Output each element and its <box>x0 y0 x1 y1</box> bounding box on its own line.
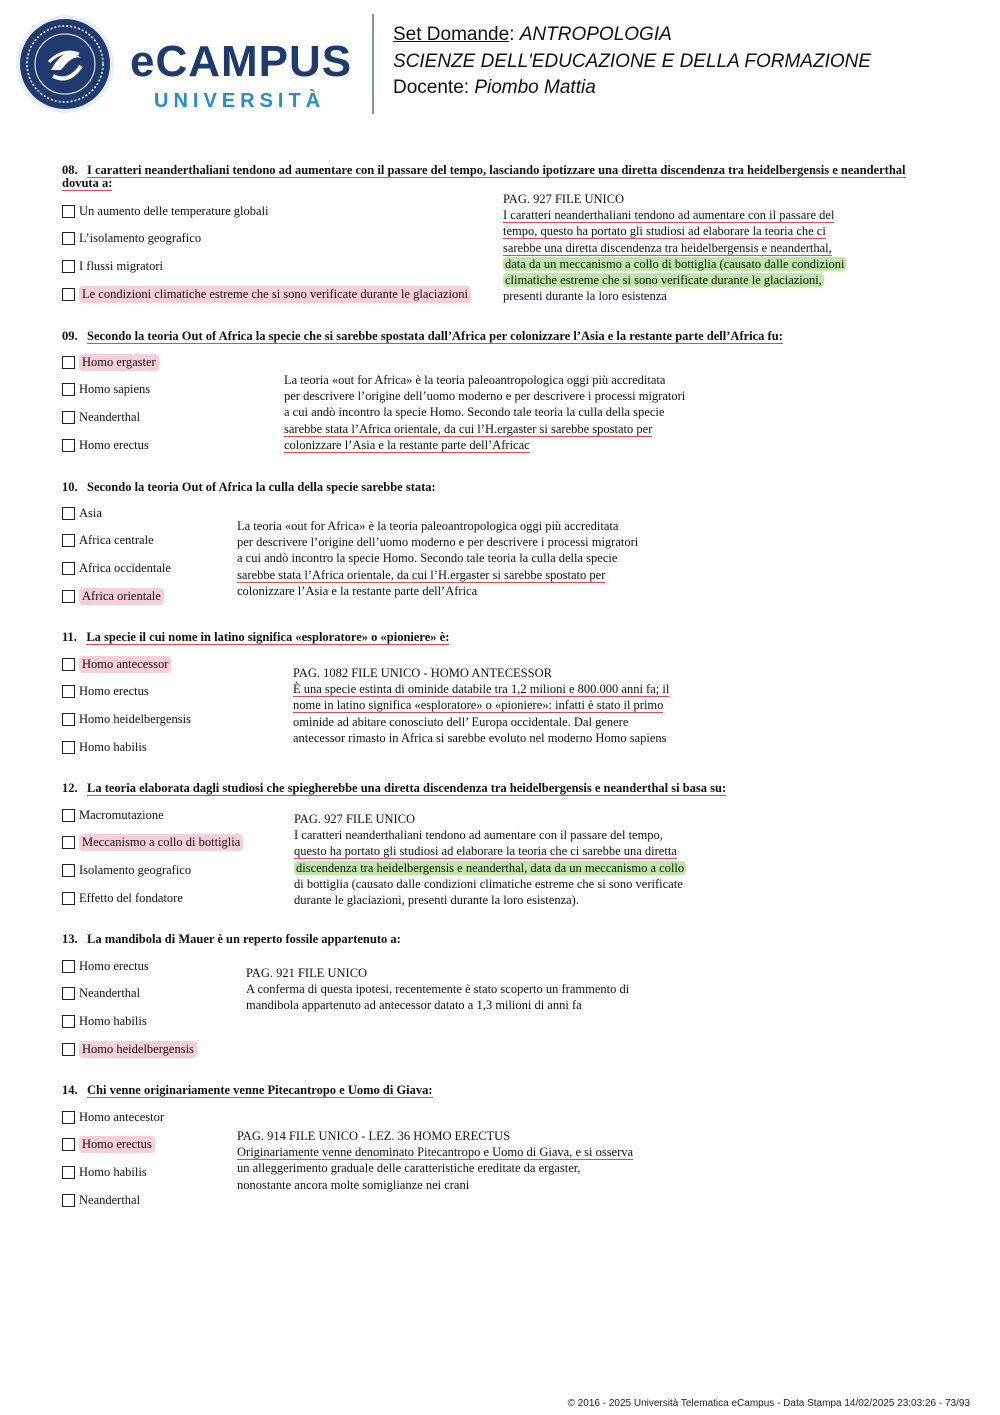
checkbox[interactable] <box>62 892 75 905</box>
option-label: L’isolamento geografico <box>79 230 202 245</box>
header-info <box>393 22 871 102</box>
option-label: Isolamento geografico <box>79 862 192 877</box>
note-line: a cui andò incontro la specie Homo. Secondo tale teoria la culla della specie <box>284 405 665 420</box>
question-12 <box>62 781 942 908</box>
answer-option[interactable] <box>62 738 147 756</box>
option-label: Homo antecessor <box>79 656 171 673</box>
note-line: di bottiglia (causato dalle condizioni climatiche estreme che si sono verificate <box>294 876 683 891</box>
answer-note <box>294 811 686 908</box>
checkbox[interactable] <box>62 836 75 849</box>
checkbox[interactable] <box>62 1111 75 1124</box>
note-line: PAG. 927 FILE UNICO <box>294 812 416 826</box>
note-line: nonostante ancora molte somiglianze nei crani <box>237 1177 470 1192</box>
note-line: a cui andò incontro la specie Homo. Secondo tale teoria la culla della specie <box>237 551 618 566</box>
question-title <box>62 481 942 494</box>
checkbox[interactable] <box>62 205 75 218</box>
note-line: I caratteri neanderthaliani tendono ad aumentare con il passare del tempo, <box>294 828 663 843</box>
checkbox[interactable] <box>62 232 75 245</box>
answer-option[interactable] <box>62 957 149 975</box>
answer-option[interactable] <box>62 861 191 879</box>
question-number: 12. <box>62 781 78 795</box>
note-line: discendenza tra heidelbergensis e neanderthal, data da un meccanismo a collo <box>296 860 685 875</box>
checkbox[interactable] <box>62 1166 75 1179</box>
checkbox[interactable] <box>62 809 75 822</box>
note-line: climatiche estreme che si sono verificate durante le glaciazioni, <box>505 273 822 288</box>
course-line <box>393 49 871 76</box>
docente-name: Piombo Mattia <box>474 77 596 98</box>
answer-note <box>246 965 629 1014</box>
note-line: Originariamente venne denominato Pitecantropo e Uomo di Giava, e si osserva <box>237 1145 634 1160</box>
note-line: ominide ad abitare conosciuto dell’ Europa occidentale. Dal genere <box>293 714 629 729</box>
option-label: Homo sapiens <box>79 381 151 396</box>
answer-option[interactable] <box>62 257 163 275</box>
note-line: PAG. 914 FILE UNICO - LEZ. 36 HOMO ERECTUS <box>237 1129 511 1143</box>
question-title <box>62 933 942 946</box>
note-line: data da un meccanismo a collo di bottiglia (causato dalle condizioni <box>505 256 845 271</box>
checkbox[interactable] <box>62 562 75 575</box>
answer-option[interactable] <box>62 436 149 454</box>
option-label: Homo heidelbergensis <box>79 711 191 726</box>
answer-note <box>284 372 685 453</box>
question-number: 13. <box>62 932 78 946</box>
note-line: per descrivere l’origine dell’uomo moderno e per descrivere i processi migratori <box>237 535 639 550</box>
note-line: nome in latino significa «esploratore» o «pioniere»: infatti è stato il primo <box>293 698 664 713</box>
checkbox[interactable] <box>62 590 75 603</box>
checkbox[interactable] <box>62 1043 75 1056</box>
question-text: La mandibola di Mauer è un reperto fossile appartenuto a: <box>87 932 401 946</box>
option-label: Asia <box>79 505 102 520</box>
answer-option[interactable] <box>62 408 140 426</box>
note-line: presenti durante la loro esistenza <box>503 289 667 304</box>
checkbox[interactable] <box>62 507 75 520</box>
question-text: Secondo la teoria Out of Africa la culla della specie sarebbe stata: <box>87 480 436 494</box>
question-text: La teoria elaborata dagli studiosi che spiegherebbe una diretta discendenza tra heidelbergensis e neanderthal si basa su: <box>87 781 727 795</box>
note-line: A conferma di questa ipotesi, recentemente è stato scoperto un frammento di <box>246 982 630 997</box>
question-number: 08. <box>62 163 78 177</box>
checkbox[interactable] <box>62 411 75 424</box>
option-label: Homo erectus <box>79 683 149 698</box>
note-line: La teoria «out for Africa» è la teoria paleoantropologica oggi più accreditata <box>284 373 666 387</box>
note-line: PAG. 1082 FILE UNICO - HOMO ANTECESSOR <box>293 666 552 680</box>
page-footer: © 2016 - 2025 Università Telematica eCampus - Data Stampa 14/02/2025 23:03:26 - 73/93 <box>567 1398 970 1409</box>
option-label: Homo ergaster <box>79 354 159 371</box>
option-label: Le condizioni climatiche estreme che si sono verificate durante le glaciazioni <box>79 286 471 303</box>
answer-option[interactable] <box>62 559 171 577</box>
option-label: Africa occidentale <box>79 560 171 575</box>
answer-note <box>503 191 846 304</box>
checkbox[interactable] <box>62 713 75 726</box>
note-line: un alleggerimento graduale delle caratteristiche ereditate da ergaster, <box>237 1161 581 1176</box>
note-line: mandibola appartenuto ad antecessor datato a 1,3 milioni di anni fa <box>246 998 582 1013</box>
ecampus-logo <box>130 37 353 113</box>
note-line: per descrivere l’origine dell’uomo moderno e per descrivere i processi migratori <box>284 389 686 404</box>
option-label: Neanderthal <box>79 1192 141 1207</box>
question-number: 11. <box>62 630 77 644</box>
question-text: Chi venne originariamente venne Pitecantropo e Uomo di Giava: <box>87 1083 433 1097</box>
answer-note <box>237 1128 633 1193</box>
answer-option[interactable] <box>62 1108 164 1126</box>
docente-label: Docente: <box>393 77 470 98</box>
checkbox[interactable] <box>62 864 75 877</box>
question-title <box>62 631 942 644</box>
checkbox[interactable] <box>62 356 75 369</box>
question-title <box>62 1084 942 1097</box>
option-label: Homo habilis <box>79 1013 147 1028</box>
answer-option[interactable] <box>62 1191 140 1209</box>
note-line: È una specie estinta di ominide databile tra 1,2 milioni e 800.000 anni fa; il <box>293 682 670 697</box>
question-14 <box>62 1083 942 1207</box>
checkbox[interactable] <box>62 288 75 301</box>
checkbox[interactable] <box>62 960 75 973</box>
note-line: antecessor rimasto in Africa si sarebbe evoluto nel moderno Homo sapiens <box>293 730 667 745</box>
checkbox[interactable] <box>62 741 75 754</box>
answer-option[interactable] <box>62 1012 147 1030</box>
question-number: 10. <box>62 480 78 494</box>
set-line: Set Domande: ANTROPOLOGIA <box>393 24 672 45</box>
logo-main-text: eCAMPUS <box>130 37 353 86</box>
answer-option-correct[interactable] <box>62 1135 155 1153</box>
option-label: Meccanismo a collo di bottiglia <box>79 834 243 851</box>
header-divider <box>372 14 374 114</box>
option-label: Effetto del fondatore <box>79 890 183 905</box>
checkbox[interactable] <box>62 1194 75 1207</box>
question-number: 14. <box>62 1083 78 1097</box>
answer-option-correct[interactable] <box>62 587 164 605</box>
note-line: durante le glaciazioni, presenti durante la loro esistenza). <box>294 893 579 908</box>
question-title <box>62 782 942 795</box>
checkbox[interactable] <box>62 685 75 698</box>
answer-option-correct[interactable] <box>62 833 243 851</box>
answer-option[interactable] <box>62 1163 147 1181</box>
checkbox[interactable] <box>62 534 75 547</box>
option-label: Africa centrale <box>79 532 154 547</box>
set-value: ANTROPOLOGIA <box>519 24 672 45</box>
checkbox[interactable] <box>62 987 75 1000</box>
answer-option[interactable] <box>62 984 140 1002</box>
question-08 <box>62 163 942 304</box>
set-label: Set Domande <box>393 24 510 45</box>
note-line: tempo, questo ha portato gli studiosi ad elaborare la teoria che ci <box>503 224 826 239</box>
question-text: I caratteri neanderthaliani tendono ad aumentare con il passare del tempo, lasciando ipotizzare una diretta discendenza tra heidelbergensis e neanderthal dovuta a: <box>62 163 906 190</box>
note-line: questo ha portato gli studiosi ad elaborare la teoria che ci sarebbe una diretta <box>294 844 677 859</box>
logo-sub-text: UNIVERSITÀ <box>154 90 326 112</box>
ecampus-seal-icon <box>15 14 115 114</box>
checkbox[interactable] <box>62 658 75 671</box>
option-label: Un aumento delle temperature globali <box>79 203 269 218</box>
note-line: colonizzare l’Asia e la restante parte dell’Africa <box>237 583 478 598</box>
question-number: 09. <box>62 329 78 343</box>
note-line: colonizzare l’Asia e la restante parte dell’Africac <box>284 437 530 452</box>
note-line: sarebbe una diretta discendenza tra heidelbergensis e neanderthal, <box>503 240 832 255</box>
answer-option-correct[interactable] <box>62 353 159 371</box>
answer-option[interactable] <box>62 504 102 522</box>
note-line: sarebbe stata l’Africa orientale, da cui l’H.ergaster si sarebbe spostato per <box>237 567 606 582</box>
checkbox[interactable] <box>62 1138 75 1151</box>
note-line: PAG. 927 FILE UNICO <box>503 192 625 206</box>
checkbox[interactable] <box>62 383 75 396</box>
option-label: Neanderthal <box>79 409 141 424</box>
option-label: Macromutazione <box>79 807 164 822</box>
note-line: sarebbe stata l’Africa orientale, da cui l’H.ergaster si sarebbe spostato per <box>284 421 653 436</box>
answer-option[interactable] <box>62 682 149 700</box>
option-label: Homo erectus <box>79 1136 155 1153</box>
option-label: Neanderthal <box>79 985 141 1000</box>
question-13 <box>62 932 942 1056</box>
note-line: La teoria «out for Africa» è la teoria paleoantropologica oggi più accreditata <box>237 519 619 533</box>
answer-option[interactable] <box>62 202 269 220</box>
course-name: SCIENZE DELL'EDUCAZIONE E DELLA FORMAZIONE <box>393 50 872 72</box>
option-label: Homo erectus <box>79 437 149 452</box>
question-text: La specie il cui nome in latino significa «esploratore» o «pioniere» è: <box>86 630 450 644</box>
answer-option[interactable] <box>62 710 191 728</box>
question-09 <box>62 329 942 452</box>
note-line: I caratteri neanderthaliani tendono ad aumentare con il passare del <box>503 208 835 223</box>
docente-line <box>393 75 871 102</box>
question-text: Secondo la teoria Out of Africa la specie che si sarebbe spostata dall’Africa per colonizzare l’Asia e la restante parte dell’Africa fu: <box>87 329 783 343</box>
checkbox[interactable] <box>62 260 75 273</box>
page-header <box>0 0 1000 130</box>
answer-note <box>293 665 669 746</box>
option-label: Homo antecestor <box>79 1109 165 1124</box>
answer-note <box>237 518 638 599</box>
answer-option[interactable] <box>62 806 164 824</box>
checkbox[interactable] <box>62 1015 75 1028</box>
option-label: Homo habilis <box>79 1164 147 1179</box>
answer-option[interactable] <box>62 889 183 907</box>
question-11 <box>62 630 942 754</box>
checkbox[interactable] <box>62 439 75 452</box>
question-title <box>62 330 942 343</box>
note-line: PAG. 921 FILE UNICO <box>246 966 368 980</box>
answer-option-correct[interactable] <box>62 655 171 673</box>
option-label: Homo erectus <box>79 958 149 973</box>
option-label: Homo habilis <box>79 739 147 754</box>
answer-option[interactable] <box>62 229 201 247</box>
option-label: Africa orientale <box>79 588 164 605</box>
question-10 <box>62 480 942 603</box>
question-title <box>62 164 942 190</box>
answer-option[interactable] <box>62 531 154 549</box>
answer-option-correct[interactable] <box>62 285 471 303</box>
answer-option-correct[interactable] <box>62 1040 197 1058</box>
option-label: Homo heidelbergensis <box>79 1041 197 1058</box>
answer-option[interactable] <box>62 380 150 398</box>
option-label: I flussi migratori <box>79 258 164 273</box>
